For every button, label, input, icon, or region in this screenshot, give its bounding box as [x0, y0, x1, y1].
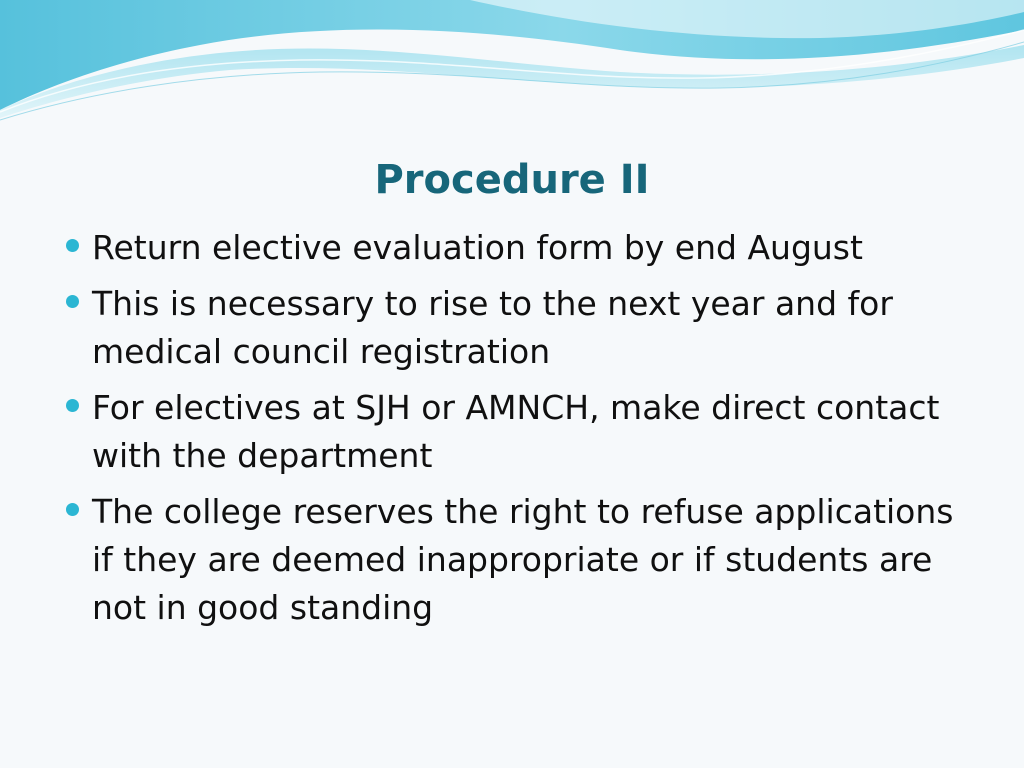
bullet-icon: [66, 503, 79, 516]
bullet-item: [62, 224, 962, 272]
bullet-icon: [66, 399, 79, 412]
bullet-text: This is necessary to rise to the next year and for medical council registration: [92, 284, 893, 371]
bullet-text: Return elective evaluation form by end August: [92, 228, 863, 267]
bullet-list: [62, 224, 962, 640]
bullet-item: [62, 384, 962, 480]
bullet-icon: [66, 295, 79, 308]
wave-header-decoration: [0, 0, 1024, 130]
bullet-item: [62, 280, 962, 376]
bullet-text: The college reserves the right to refuse applications if they are deemed inappropriate or if students are not in good standing: [92, 492, 954, 627]
bullet-icon: [66, 239, 79, 252]
bullet-item: [62, 488, 962, 632]
bullet-text: For electives at SJH or AMNCH, make direct contact with the department: [92, 388, 940, 475]
slide-title: Procedure II: [374, 157, 650, 203]
